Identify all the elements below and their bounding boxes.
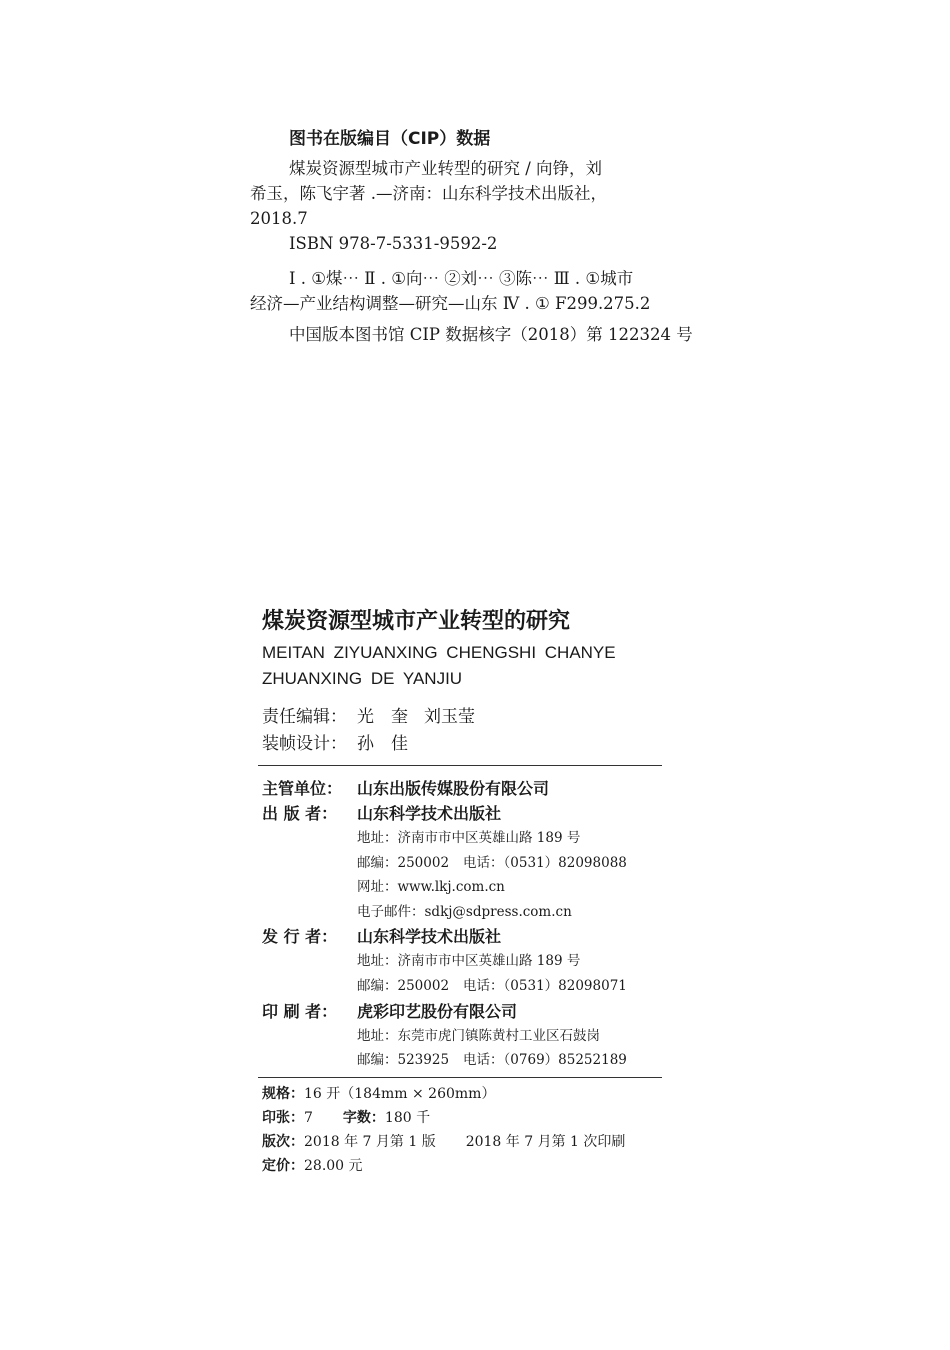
divider [258,1077,662,1078]
cip-entry-line: 煤炭资源型城市产业转型的研究 / 向铮，刘 [289,159,603,178]
book-title-pinyin [262,640,682,692]
cip-heading: 图书在版编目（CIP）数据 [289,129,491,149]
supervisor-row [262,776,672,801]
publisher-label: 出 版 者： [262,804,338,823]
designer-label: 装帧设计： [262,734,347,754]
printer-name: 虎彩印艺股份有限公司 [357,1001,518,1021]
editor-label: 责任编辑： [262,707,347,727]
pinyin-line: MEITAN ZIYUANXING CHENGSHI CHANYE [262,643,616,662]
book-title: 煤炭资源型城市产业转型的研究 [262,609,571,634]
publisher-row [262,801,672,826]
cip-block [250,156,693,347]
publisher-contact [262,851,672,876]
sheets-label: 印张： [262,1110,304,1126]
divider [258,765,662,766]
phone: 电话：（0531）82098071 [463,977,627,994]
publisher-address: 地址：济南市市中区英雄山路 189 号 [357,830,581,846]
printer-label: 印 刷 者： [262,1001,338,1021]
distributor-label: 发 行 者： [262,927,338,947]
supervisor-name: 山东出版传媒股份有限公司 [357,779,550,798]
words-label: 字数： [342,1110,385,1126]
edition-value: 2018 年 7 月第 1 版 [304,1134,436,1150]
cip-isbn: ISBN 978-7-5331-9592-2 [289,234,498,253]
sheets-row [262,1106,625,1130]
price-label: 定价： [262,1158,304,1174]
cip-entry-line: 希玉，陈飞宇著 .—济南：山东科学技术出版社， [250,184,607,203]
format-row [262,1082,625,1106]
phone: 电话：（0531）82098088 [463,854,627,871]
editor-name: 光 奎 [357,707,408,727]
printing-value: 2018 年 7 月第 1 次印刷 [465,1134,626,1150]
printer-address: 地址：东莞市虎门镇陈黄村工业区石鼓岗 [357,1027,600,1044]
pinyin-line: ZHUANXING DE YANJIU [262,669,463,688]
format-value: 16 开（184mm × 260mm） [304,1086,496,1102]
designer-name: 孙 佳 [357,734,408,754]
cip-classification-line: 经济—产业结构调整—研究—山东 Ⅳ . ① F299.275.2 [250,294,651,313]
printer-contact [262,1048,672,1073]
distributor-name: 山东科学技术出版社 [357,927,502,947]
edition-row [262,1130,625,1154]
postcode: 邮编：523925 [357,1052,450,1069]
printer-row [262,999,672,1024]
distributor-address: 地址：济南市市中区英雄山路 189 号 [357,953,581,970]
supervisor-label: 主管单位： [262,779,343,798]
cip-entry-line: 2018.7 [250,209,308,228]
postcode: 邮编：250002 [357,854,450,871]
price-row [262,1154,625,1178]
edition-label: 版次： [262,1134,304,1150]
publisher-email: 电子邮件：sdkj@sdpress.com.cn [357,903,572,920]
phone: 电话：（0769）85252189 [463,1052,627,1069]
cip-classification-line: Ⅰ . ①煤⋯ Ⅱ . ①向⋯ ②刘⋯ ③陈⋯ Ⅲ . ①城市 [289,269,634,288]
publishing-info [262,776,672,1073]
format-label: 规格： [262,1086,304,1102]
price-value: 28.00 元 [304,1158,363,1174]
sheets-value: 7 [304,1110,313,1126]
distributor-contact [262,974,672,999]
publisher-website: 网址：www.lkj.com.cn [357,879,505,896]
postcode: 邮编：250002 [357,977,450,994]
editor-name: 刘玉莹 [424,707,475,727]
designer-row [262,731,491,758]
words-value: 180 千 [384,1110,431,1126]
credits [262,704,491,758]
distributor-row [262,924,672,949]
editor-row [262,704,491,731]
specs [262,1082,625,1178]
publisher-name: 山东科学技术出版社 [357,804,502,823]
cip-number: 中国版本图书馆 CIP 数据核字（2018）第 122324 号 [289,325,693,344]
